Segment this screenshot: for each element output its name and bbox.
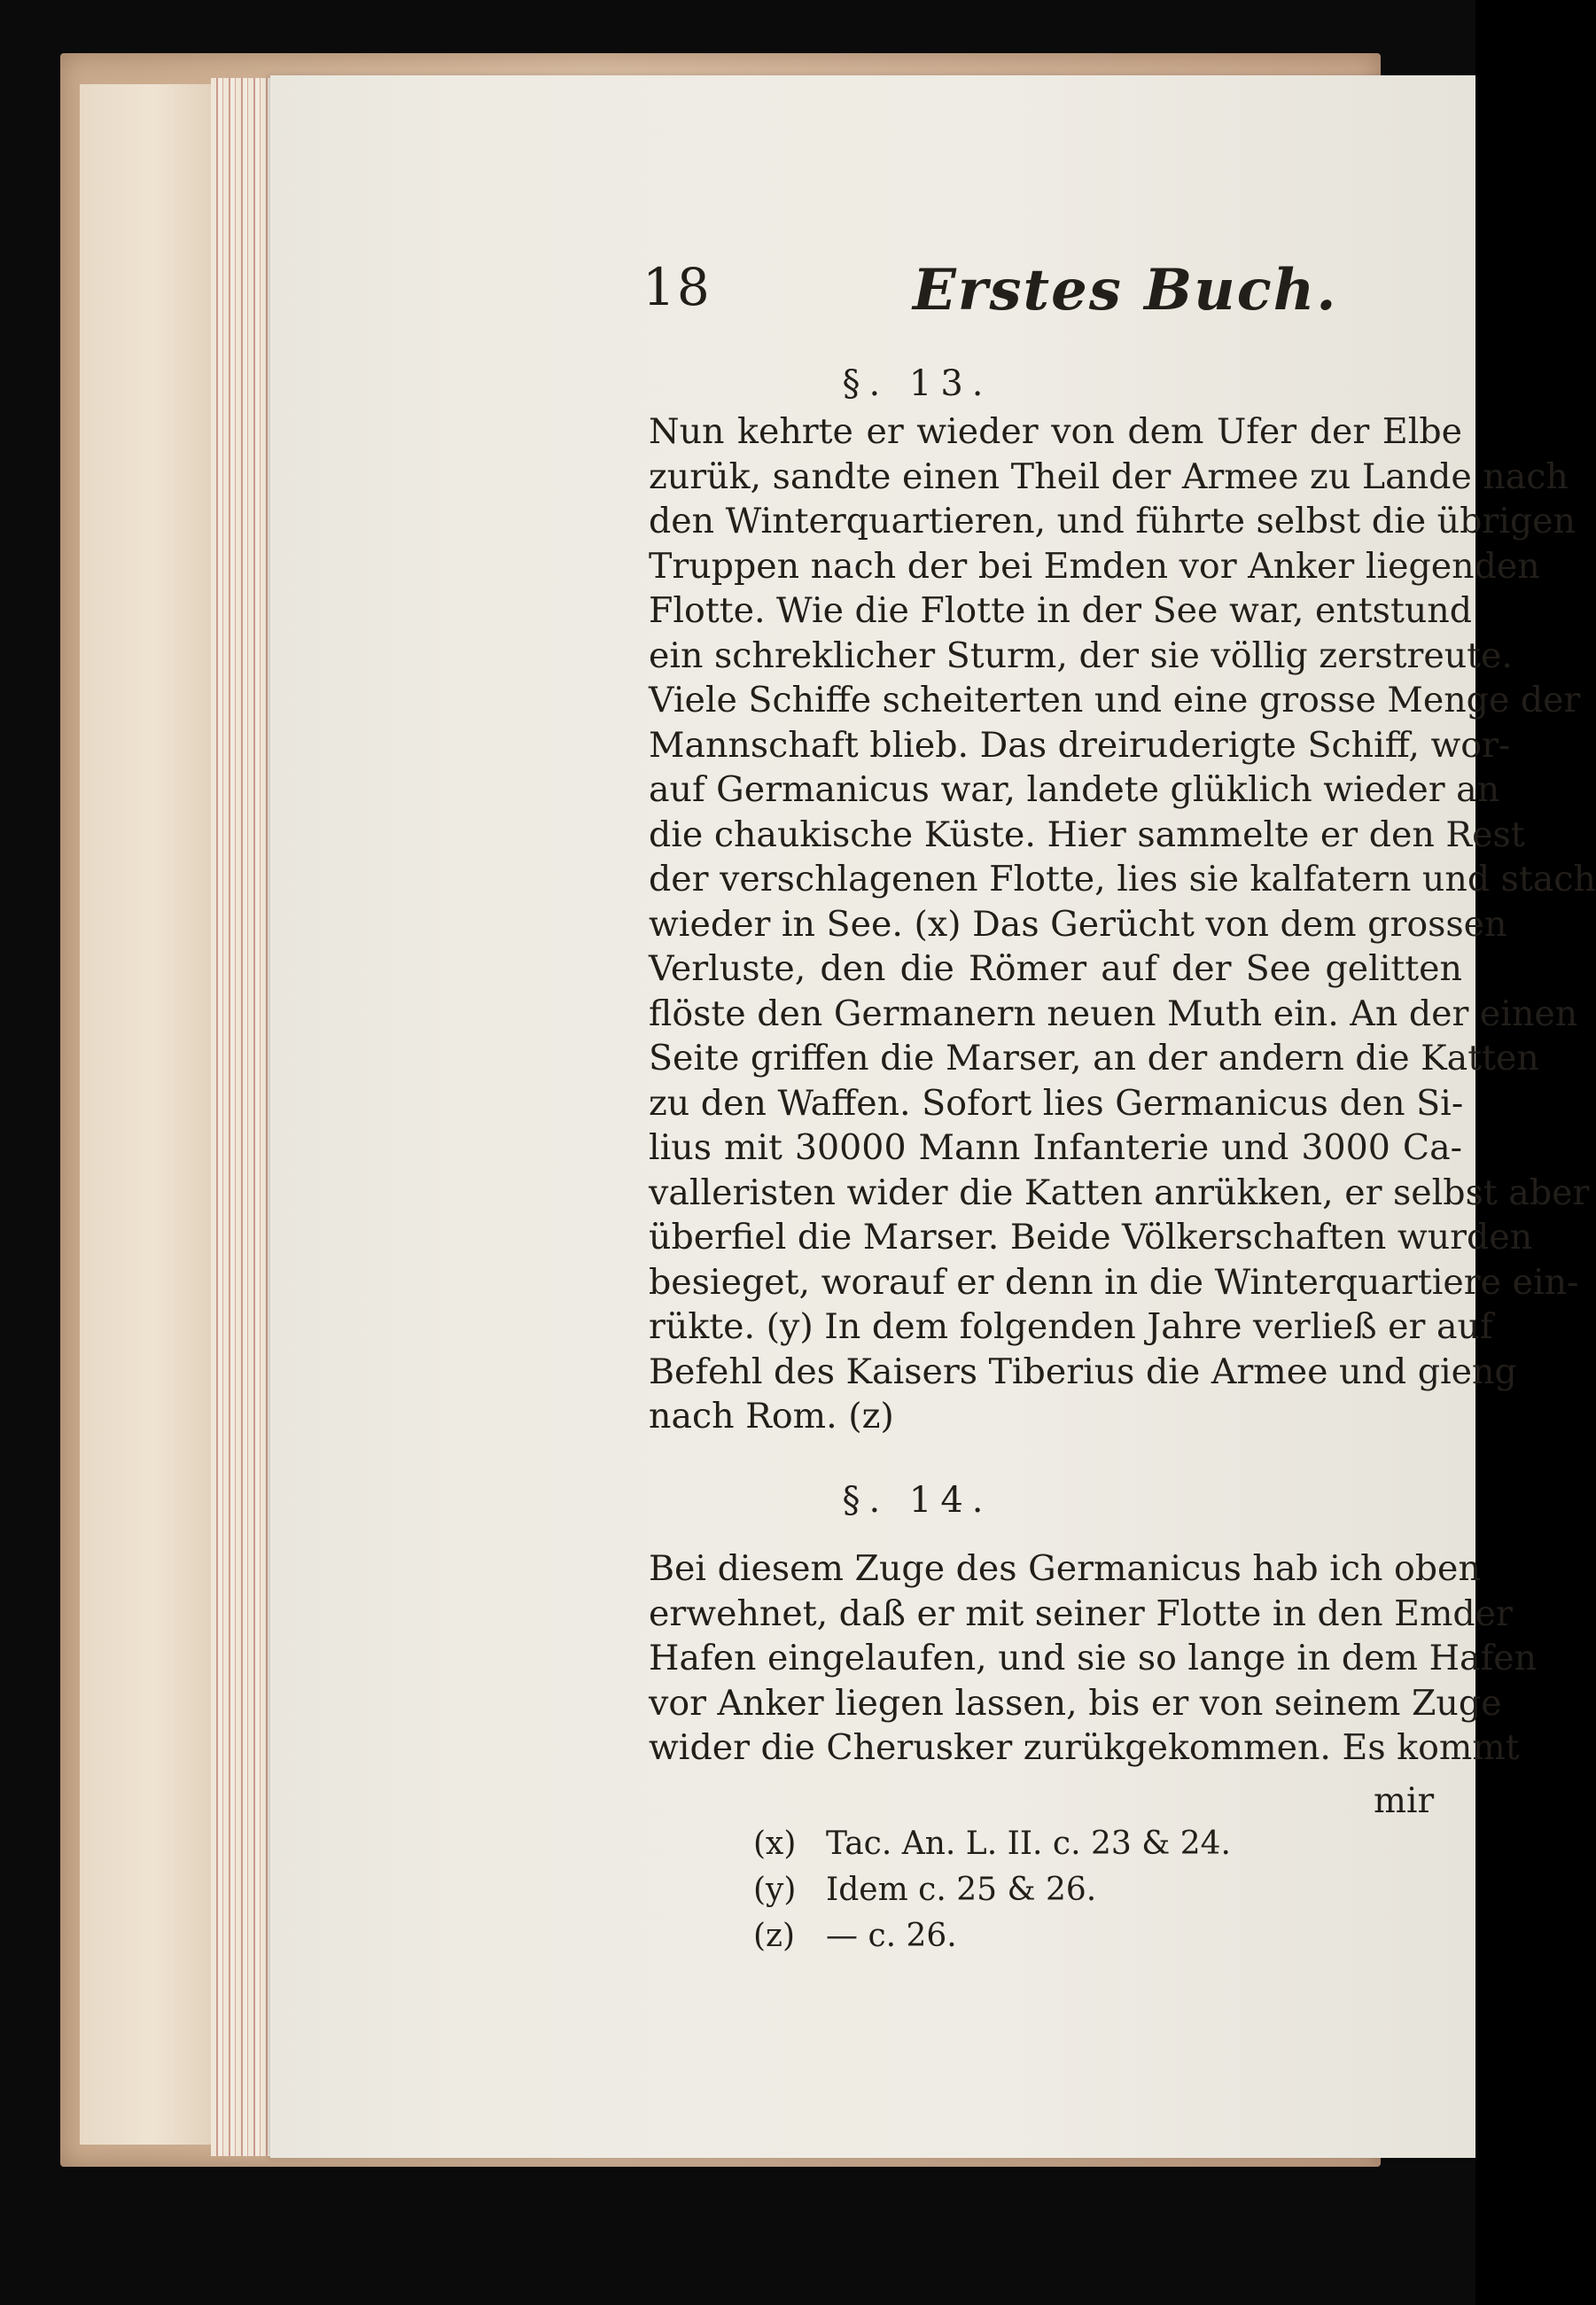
text-line: besieget, worauf er denn in die Winterquartiere ein- xyxy=(649,1261,1579,1303)
text-line: die chaukische Küste. Hier sammelte er den Rest xyxy=(649,814,1525,855)
text-line: wider die Cherusker zurükgekommen. Es kommt xyxy=(649,1727,1520,1768)
footnotes xyxy=(753,1821,1231,1959)
text-line: Mannschaft blieb. Das dreiruderigte Schiff, wor- xyxy=(649,724,1511,766)
footnote-mark: (x) xyxy=(753,1826,797,1862)
text-line: ein schreklicher Sturm, der sie völlig zerstreute. xyxy=(649,635,1513,676)
text-line: der verschlagenen Flotte, lies sie kalfatern und stach xyxy=(649,859,1596,899)
page-number: 18 xyxy=(642,257,712,317)
text-line: Truppen nach der bei Emden vor Anker liegenden xyxy=(649,545,1540,587)
footnote-mark: (y) xyxy=(753,1872,797,1908)
footnote xyxy=(753,1821,1231,1867)
footnote-text: Tac. An. L. II. c. 23 & 24. xyxy=(826,1826,1231,1862)
text-line: wieder in See. (x) Das Gerücht von dem grossen xyxy=(649,903,1507,945)
footnote-text: Idem c. 25 & 26. xyxy=(826,1872,1097,1908)
text-line: Seite griffen die Marser, an der andern die Katten xyxy=(649,1038,1539,1079)
text-line: valleristen wider die Katten anrükken, er selbst aber xyxy=(649,1172,1590,1213)
text-line: flöste den Germanern neuen Muth ein. An der einen xyxy=(649,993,1578,1034)
footnote-text: — c. 26. xyxy=(826,1918,957,1954)
text-line: zu den Waffen. Sofort lies Germanicus den Si- xyxy=(649,1082,1464,1124)
endpaper xyxy=(80,84,213,2145)
text-line: Verluste, den die Römer auf der See gelitten xyxy=(649,948,1462,989)
text-line: Viele Schiffe scheiterten und eine grosse Menge der xyxy=(649,680,1581,720)
page-edges xyxy=(211,78,273,2156)
footnote xyxy=(753,1867,1231,1913)
footnote xyxy=(753,1913,1231,1959)
text-line: erwehnet, daß er mit seiner Flotte in den Emder xyxy=(649,1592,1513,1634)
text-line: rükte. (y) In dem folgenden Jahre verließ er auf xyxy=(649,1306,1493,1347)
text-line: Nun kehrte er wieder von dem Ufer der Elbe xyxy=(649,411,1462,452)
text-line: nach Rom. (z) xyxy=(649,1396,894,1437)
paragraph-section-14 xyxy=(649,1546,1538,1771)
text-line: den Winterquartieren, und führte selbst die übrigen xyxy=(649,501,1576,541)
section-heading-13: §. 13. xyxy=(842,363,993,404)
text-line: auf Germanicus war, landete glüklich wieder an xyxy=(649,769,1500,810)
text-line: Hafen eingelaufen, und sie so lange in dem Hafen xyxy=(649,1638,1538,1678)
text-line: zurük, sandte einen Theil der Armee zu Lande nach xyxy=(649,456,1569,497)
text-line: überfiel die Marser. Beide Völkerschaften wurden xyxy=(649,1217,1533,1258)
paragraph-section-13 xyxy=(649,409,1596,1439)
catchword: mir xyxy=(1374,1781,1435,1821)
text-line: vor Anker liegen lassen, bis er von seinem Zuge xyxy=(649,1682,1502,1724)
running-head xyxy=(372,257,1462,328)
text-line: Befehl des Kaisers Tiberius die Armee und gieng xyxy=(649,1351,1517,1392)
footnote-mark: (z) xyxy=(753,1918,796,1954)
running-title: Erstes Buch. xyxy=(913,257,1338,323)
text-line: Bei diesem Zuge des Germanicus hab ich oben xyxy=(649,1548,1481,1589)
text-line: Flotte. Wie die Flotte in der See war, entstund xyxy=(649,590,1472,631)
section-heading-14: §. 14. xyxy=(842,1480,993,1521)
text-line: lius mit 30000 Mann Infanterie und 3000 Ca- xyxy=(649,1127,1462,1168)
